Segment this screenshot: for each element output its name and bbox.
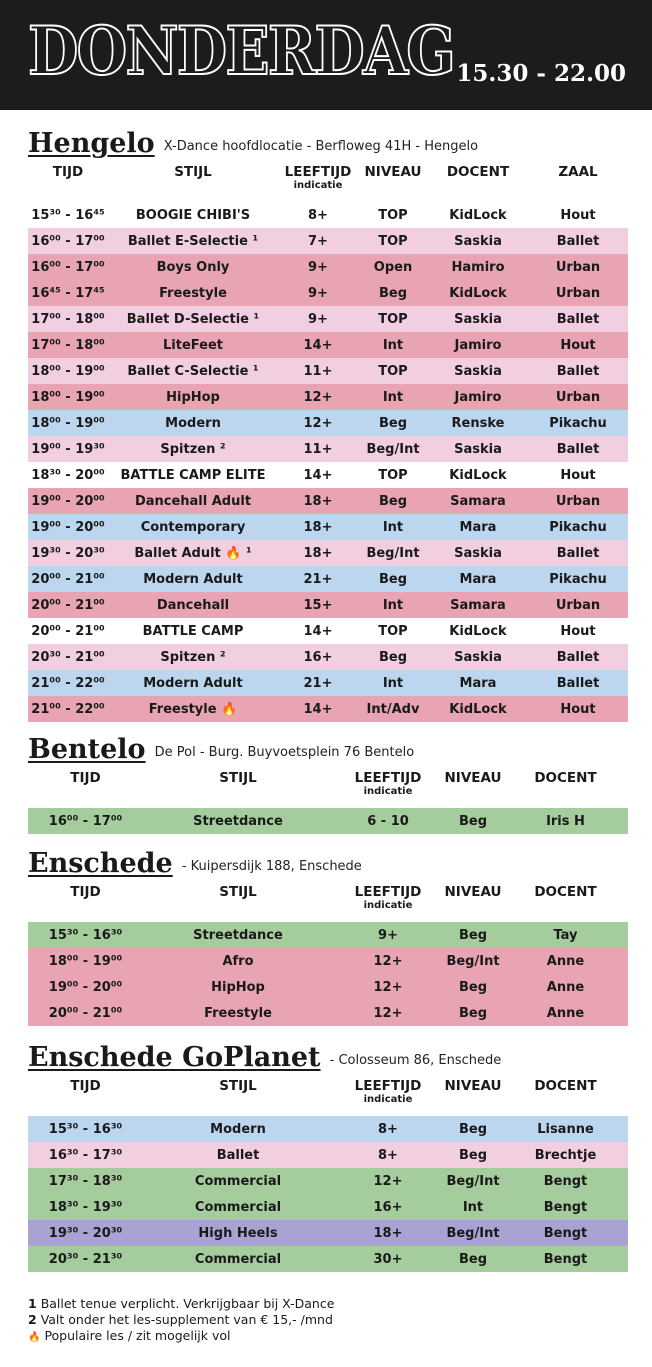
cell-zaal: Ballet [556,233,600,249]
cell-leeftijd: 9+ [308,285,328,301]
cell-leeftijd: 12+ [373,1173,403,1189]
section-enschede [28,848,628,1026]
day-title: DONDERDAG [28,12,455,90]
table-row [28,808,628,834]
cell-leeftijd: 8+ [378,1147,398,1163]
cell-leeftijd: 9+ [308,311,328,327]
cell-niveau: Beg [458,813,488,829]
cell-docent: Bengt [543,1199,588,1215]
cell-niveau: Int [382,519,404,535]
table-row [28,280,628,306]
table-row [28,618,628,644]
cell-leeftijd: 16+ [303,649,333,665]
cell-docent: Samara [450,597,506,613]
table-row [28,462,628,488]
cell-niveau: Int [382,337,404,353]
cell-niveau: Int [382,389,404,405]
section-hengelo [28,128,628,722]
col-niveau: NIVEAU [444,1078,502,1094]
cell-niveau: Beg/Int [366,441,420,457]
cell-tijd: 18⁰⁰ - 19⁰⁰ [31,389,105,405]
cell-tijd: 19⁰⁰ - 19³⁰ [31,441,105,457]
cell-stijl: Boys Only [156,259,230,275]
cell-leeftijd: 21+ [303,675,333,691]
footnote-2: 2 Valt onder het les-supplement van € 15,- /mnd [28,1312,333,1327]
cell-docent: Samara [450,493,506,509]
cell-zaal: Ballet [556,363,600,379]
day-hours: 15.30 - 22.00 [456,60,626,87]
cell-docent: Bengt [543,1173,588,1189]
cell-niveau: Beg [378,649,408,665]
cell-docent: KidLock [449,701,507,717]
cell-tijd: 18⁰⁰ - 19⁰⁰ [31,415,105,431]
table-row [28,332,628,358]
table-row [28,384,628,410]
table-row [28,358,628,384]
cell-stijl: LiteFeet [163,337,223,353]
cell-niveau: Beg/Int [446,953,500,969]
cell-leeftijd: 11+ [303,363,333,379]
cell-niveau: Beg [458,979,488,995]
cell-docent: Tay [553,927,578,943]
cell-leeftijd: 12+ [373,953,403,969]
footnotes [28,1296,334,1346]
cell-docent: Saskia [454,363,502,379]
cell-zaal: Ballet [556,649,600,665]
cell-stijl: Streetdance [193,927,283,943]
col-tijd: TIJD [70,1078,101,1094]
cell-stijl: Ballet E-Selectie ¹ [127,233,259,249]
cell-docent: Brechtje [534,1147,597,1163]
cell-zaal: Urban [555,493,601,509]
cell-niveau: Int [382,597,404,613]
cell-tijd: 16³⁰ - 17³⁰ [48,1147,123,1163]
cell-tijd: 17⁰⁰ - 18⁰⁰ [31,337,105,353]
cell-niveau: Beg/Int [366,545,420,561]
cell-leeftijd: 18+ [303,519,333,535]
cell-leeftijd: 9+ [378,927,398,943]
cell-niveau: Beg [458,1005,488,1021]
cell-tijd: 21⁰⁰ - 22⁰⁰ [31,701,105,717]
cell-niveau: Beg [378,285,408,301]
table-row [28,644,628,670]
cell-niveau: Beg/Int [446,1225,500,1241]
cell-docent: Renske [451,415,505,431]
table-row [28,436,628,462]
col-tijd: TIJD [70,884,101,900]
cell-tijd: 20⁰⁰ - 21⁰⁰ [31,597,105,613]
cell-docent: Anne [546,953,585,969]
cell-docent: Saskia [454,545,502,561]
cell-leeftijd: 30+ [373,1251,403,1267]
cell-niveau: Beg [378,493,408,509]
cell-docent: Bengt [543,1225,588,1241]
cell-tijd: 20⁰⁰ - 21⁰⁰ [48,1005,123,1021]
cell-stijl: Spitzen ² [160,441,226,457]
location-name: Hengelo [28,128,155,159]
schedule-table [28,808,628,834]
cell-niveau: Beg [458,1147,488,1163]
col-stijl: STIJL [219,1078,257,1094]
cell-leeftijd: 14+ [303,337,333,353]
cell-tijd: 18³⁰ - 19³⁰ [48,1199,123,1215]
cell-niveau: Beg [458,1121,488,1137]
cell-niveau: Beg [378,571,408,587]
cell-stijl: High Heels [198,1225,278,1241]
cell-stijl: Commercial [194,1173,282,1189]
cell-zaal: Urban [555,597,601,613]
cell-leeftijd: 15+ [303,597,333,613]
schedule-table [28,202,628,722]
col-niveau: NIVEAU [444,770,502,786]
col-niveau: NIVEAU [364,164,422,180]
cell-docent: Mara [459,519,497,535]
table-row [28,1220,628,1246]
schedule-table [28,922,628,1026]
cell-tijd: 20⁰⁰ - 21⁰⁰ [31,623,105,639]
table-row [28,566,628,592]
cell-niveau: TOP [378,623,408,639]
col-docent: DOCENT [534,884,597,900]
table-row [28,670,628,696]
cell-stijl: BOOGIE CHIBI'S [135,207,251,223]
section-header [28,848,628,882]
footnote-3: 🔥 Populaire les / zit mogelijk vol [28,1328,231,1343]
col-zaal: ZAAL [558,164,598,180]
cell-docent: Hamiro [451,259,505,275]
col-niveau: NIVEAU [444,884,502,900]
cell-stijl: BATTLE CAMP [142,623,244,639]
cell-tijd: 16⁰⁰ - 17⁰⁰ [31,259,105,275]
col-docent: DOCENT [446,164,510,180]
table-row [28,1168,628,1194]
col-leeftijd: LEEFTIJD indicatie [354,884,422,911]
col-docent: DOCENT [534,1078,597,1094]
cell-leeftijd: 12+ [303,415,333,431]
table-row [28,410,628,436]
footnote-1: 1 Ballet tenue verplicht. Verkrijgbaar bij X-Dance [28,1296,335,1311]
cell-tijd: 17³⁰ - 18³⁰ [48,1173,123,1189]
cell-niveau: TOP [378,233,408,249]
cell-leeftijd: 18+ [303,545,333,561]
schedule-table [28,1116,628,1272]
cell-stijl: Dancehall [156,597,230,613]
cell-docent: Anne [546,979,585,995]
col-leeftijd: LEEFTIJD indicatie [354,770,422,797]
cell-stijl: Modern Adult [143,675,243,691]
cell-niveau: Beg [458,1251,488,1267]
section-bentelo [28,734,628,834]
cell-leeftijd: 9+ [308,259,328,275]
cell-zaal: Hout [560,467,596,483]
cell-stijl: HipHop [211,979,265,995]
col-docent: DOCENT [534,770,597,786]
cell-niveau: Beg [378,415,408,431]
cell-stijl: Afro [222,953,254,969]
table-row [28,488,628,514]
cell-leeftijd: 12+ [373,1005,403,1021]
cell-leeftijd: 12+ [303,389,333,405]
location-address: De Pol - Burg. Buyvoetsplein 76 Bentelo [154,745,415,760]
col-tijd: TIJD [52,164,84,180]
header-banner [0,0,652,110]
cell-docent: Mara [459,675,497,691]
cell-niveau: Int [462,1199,484,1215]
column-headers [28,162,628,202]
cell-leeftijd: 12+ [373,979,403,995]
cell-tijd: 20³⁰ - 21⁰⁰ [31,649,105,665]
cell-stijl: Commercial [194,1251,282,1267]
cell-tijd: 15³⁰ - 16³⁰ [48,1121,123,1137]
cell-zaal: Ballet [556,441,600,457]
cell-docent: KidLock [449,207,507,223]
cell-zaal: Ballet [556,311,600,327]
cell-stijl: Dancehall Adult [134,493,252,509]
cell-stijl: Freestyle 🔥 [148,701,238,717]
cell-stijl: Contemporary [140,519,246,535]
cell-tijd: 19³⁰ - 20³⁰ [31,545,105,561]
cell-stijl: Streetdance [193,813,283,829]
col-leeftijd: LEEFTIJD indicatie [354,1078,422,1105]
table-row [28,948,628,974]
cell-leeftijd: 16+ [373,1199,403,1215]
cell-docent: Bengt [543,1251,588,1267]
location-address: X-Dance hoofdlocatie - Berfloweg 41H - Hengelo [163,139,479,154]
cell-docent: KidLock [449,285,507,301]
cell-tijd: 16⁴⁵ - 17⁴⁵ [31,285,105,301]
location-address: - Kuipersdijk 188, Enschede [181,859,362,874]
col-stijl: STIJL [174,164,212,180]
cell-docent: Anne [546,1005,585,1021]
table-row [28,306,628,332]
col-tijd: TIJD [70,770,101,786]
cell-zaal: Ballet [556,545,600,561]
cell-docent: Mara [459,571,497,587]
cell-stijl: HipHop [166,389,220,405]
cell-tijd: 19⁰⁰ - 20⁰⁰ [48,979,123,995]
cell-tijd: 21⁰⁰ - 22⁰⁰ [31,675,105,691]
cell-docent: KidLock [449,623,507,639]
cell-niveau: Int/Adv [366,701,420,717]
cell-docent: Lisanne [537,1121,594,1137]
cell-stijl: Modern Adult [143,571,243,587]
cell-stijl: Ballet C-Selectie ¹ [127,363,259,379]
cell-docent: Saskia [454,649,502,665]
cell-tijd: 19³⁰ - 20³⁰ [48,1225,123,1241]
cell-docent: Saskia [454,311,502,327]
cell-leeftijd: 6 - 10 [367,813,409,829]
cell-niveau: TOP [378,311,408,327]
cell-niveau: TOP [378,467,408,483]
cell-docent: Jamiro [454,389,502,405]
col-stijl: STIJL [219,884,257,900]
cell-leeftijd: 14+ [303,467,333,483]
cell-docent: Saskia [454,441,502,457]
table-row [28,254,628,280]
cell-niveau: Beg/Int [446,1173,500,1189]
flame-icon: 🔥 [28,1332,41,1343]
cell-leeftijd: 21+ [303,571,333,587]
cell-tijd: 16⁰⁰ - 17⁰⁰ [31,233,105,249]
table-row [28,1000,628,1026]
cell-stijl: Freestyle [159,285,227,301]
cell-tijd: 20³⁰ - 21³⁰ [48,1251,123,1267]
cell-zaal: Urban [555,259,601,275]
cell-zaal: Hout [560,337,596,353]
cell-docent: Saskia [454,233,502,249]
cell-leeftijd: 18+ [303,493,333,509]
cell-zaal: Urban [555,285,601,301]
cell-stijl: Spitzen ² [160,649,226,665]
cell-tijd: 19⁰⁰ - 20⁰⁰ [31,519,105,535]
table-row [28,1142,628,1168]
table-row [28,696,628,722]
cell-zaal: Pikachu [549,571,607,587]
cell-tijd: 19⁰⁰ - 20⁰⁰ [31,493,105,509]
cell-tijd: 15³⁰ - 16³⁰ [48,927,123,943]
cell-zaal: Hout [560,207,596,223]
cell-docent: Iris H [546,813,585,829]
cell-docent: KidLock [449,467,507,483]
cell-stijl: Modern [165,415,221,431]
cell-tijd: 16⁰⁰ - 17⁰⁰ [48,813,123,829]
column-headers [28,768,628,808]
cell-niveau: TOP [378,207,408,223]
table-row [28,514,628,540]
cell-tijd: 20⁰⁰ - 21⁰⁰ [31,571,105,587]
cell-leeftijd: 14+ [303,701,333,717]
table-row [28,228,628,254]
table-row [28,540,628,566]
col-stijl: STIJL [219,770,257,786]
cell-niveau: TOP [378,363,408,379]
location-name: Enschede GoPlanet [28,1042,321,1073]
location-address: - Colosseum 86, Enschede [329,1053,502,1068]
cell-stijl: Modern [210,1121,266,1137]
cell-tijd: 17⁰⁰ - 18⁰⁰ [31,311,105,327]
cell-stijl: Ballet Adult 🔥 ¹ [134,545,252,561]
section-header [28,128,628,162]
section-goplanet [28,1042,628,1272]
cell-niveau: Beg [458,927,488,943]
cell-stijl: Commercial [194,1199,282,1215]
table-row [28,1246,628,1272]
cell-docent: Jamiro [454,337,502,353]
cell-leeftijd: 7+ [308,233,328,249]
table-row [28,592,628,618]
section-header [28,734,628,768]
cell-stijl: Freestyle [204,1005,272,1021]
cell-leeftijd: 14+ [303,623,333,639]
table-row [28,974,628,1000]
cell-stijl: Ballet [216,1147,260,1163]
cell-zaal: Hout [560,623,596,639]
cell-leeftijd: 18+ [373,1225,403,1241]
table-row [28,1194,628,1220]
cell-niveau: Open [373,259,413,275]
cell-zaal: Hout [560,701,596,717]
table-row [28,922,628,948]
cell-zaal: Pikachu [549,415,607,431]
table-row [28,202,628,228]
section-header [28,1042,628,1076]
cell-zaal: Pikachu [549,519,607,535]
cell-tijd: 15³⁰ - 16⁴⁵ [31,207,105,223]
cell-leeftijd: 11+ [303,441,333,457]
cell-stijl: Ballet D-Selectie ¹ [126,311,260,327]
cell-tijd: 18⁰⁰ - 19⁰⁰ [31,363,105,379]
col-leeftijd: LEEFTIJD indicatie [284,164,352,191]
cell-leeftijd: 8+ [378,1121,398,1137]
cell-zaal: Ballet [556,675,600,691]
cell-niveau: Int [382,675,404,691]
cell-stijl: BATTLE CAMP ELITE [120,467,266,483]
cell-tijd: 18³⁰ - 20⁰⁰ [31,467,105,483]
cell-leeftijd: 8+ [308,207,328,223]
column-headers [28,1076,628,1116]
column-headers [28,882,628,922]
cell-zaal: Urban [555,389,601,405]
table-row [28,1116,628,1142]
location-name: Bentelo [28,734,146,765]
location-name: Enschede [28,848,173,879]
cell-tijd: 18⁰⁰ - 19⁰⁰ [48,953,123,969]
